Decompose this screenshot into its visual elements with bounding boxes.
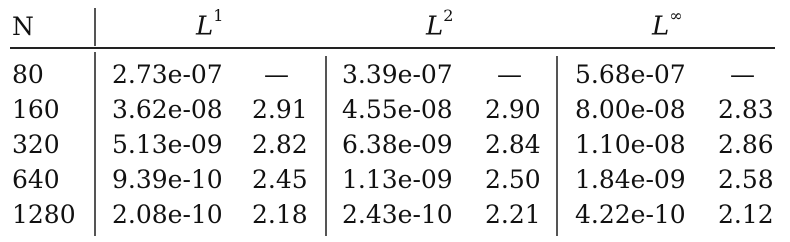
header-n: N	[12, 12, 34, 41]
cell-l2-error: 4.55e-08	[342, 95, 453, 124]
header-l2	[426, 6, 454, 42]
header-linf	[652, 6, 683, 42]
cell-l2-rate: —	[497, 60, 522, 89]
vline-after-l1	[325, 56, 327, 236]
vline-after-n-body	[94, 52, 96, 236]
cell-l2-rate: 2.84	[485, 130, 541, 159]
cell-l2-rate: 2.90	[485, 95, 541, 124]
vline-after-l2	[556, 56, 558, 236]
cell-l1-error: 2.08e-10	[112, 200, 223, 229]
cell-l1-rate: 2.91	[252, 95, 308, 124]
header-l2-base: L	[426, 11, 444, 42]
header-linf-sup: ∞	[669, 6, 683, 25]
cell-linf-error: 5.68e-07	[575, 60, 686, 89]
header-l1	[196, 6, 224, 42]
cell-n: 640	[12, 165, 60, 194]
cell-n: 1280	[12, 200, 76, 229]
cell-l1-error: 3.62e-08	[112, 95, 223, 124]
cell-linf-rate: —	[730, 60, 755, 89]
cell-l1-error: 5.13e-09	[112, 130, 223, 159]
cell-n: 80	[12, 60, 44, 89]
cell-l2-error: 2.43e-10	[342, 200, 453, 229]
cell-linf-error: 1.84e-09	[575, 165, 686, 194]
cell-l2-rate: 2.21	[485, 200, 541, 229]
cell-l1-error: 2.73e-07	[112, 60, 223, 89]
header-l1-sup: 1	[213, 6, 224, 25]
cell-n: 160	[12, 95, 60, 124]
header-linf-base: L	[652, 11, 670, 42]
cell-linf-rate: 2.86	[718, 130, 774, 159]
cell-linf-error: 4.22e-10	[575, 200, 686, 229]
cell-l2-error: 3.39e-07	[342, 60, 453, 89]
cell-l1-rate: 2.18	[252, 200, 308, 229]
cell-linf-rate: 2.12	[718, 200, 774, 229]
header-l1-base: L	[196, 11, 214, 42]
header-rule	[10, 47, 775, 49]
cell-linf-error: 8.00e-08	[575, 95, 686, 124]
cell-l2-rate: 2.50	[485, 165, 541, 194]
header-l2-sup: 2	[443, 6, 454, 25]
vline-after-n	[94, 8, 96, 46]
cell-l1-rate: 2.82	[252, 130, 308, 159]
cell-l2-error: 6.38e-09	[342, 130, 453, 159]
cell-l1-error: 9.39e-10	[112, 165, 223, 194]
cell-linf-error: 1.10e-08	[575, 130, 686, 159]
cell-l1-rate: 2.45	[252, 165, 308, 194]
cell-linf-rate: 2.83	[718, 95, 774, 124]
cell-l1-rate: —	[264, 60, 289, 89]
cell-l2-error: 1.13e-09	[342, 165, 453, 194]
cell-n: 320	[12, 130, 60, 159]
cell-linf-rate: 2.58	[718, 165, 774, 194]
